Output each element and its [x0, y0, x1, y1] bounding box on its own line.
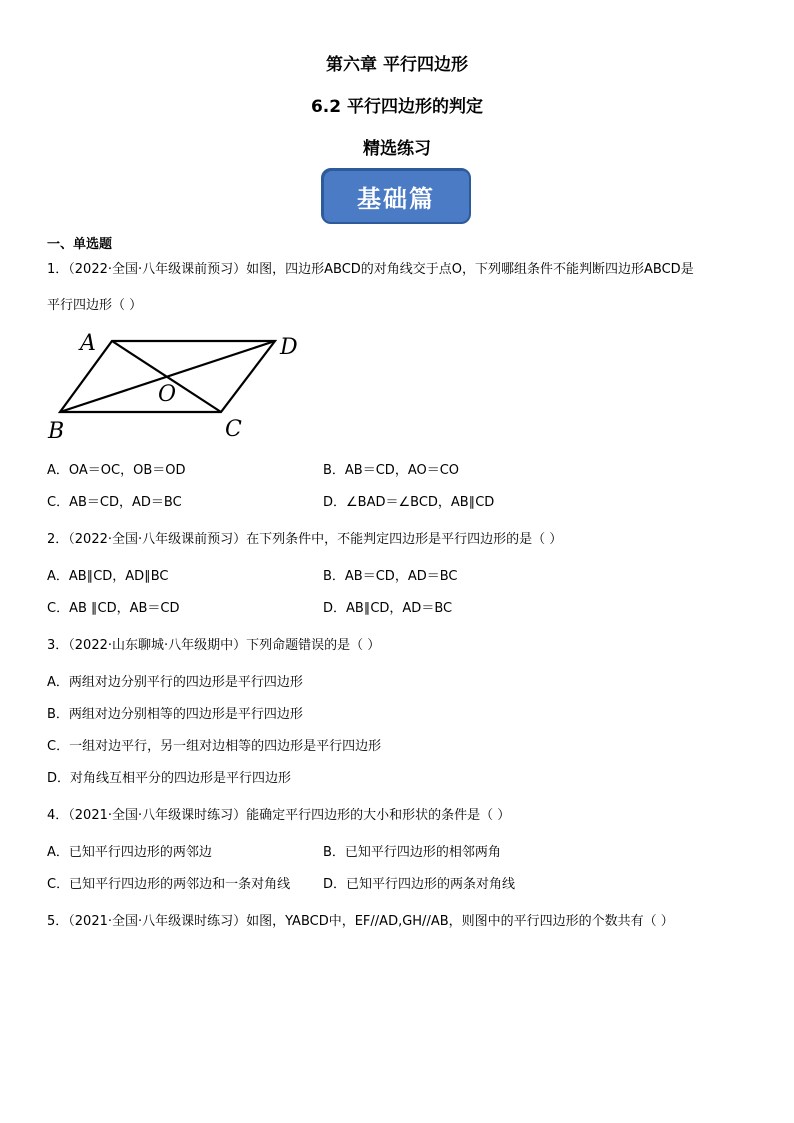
- q3-stem: 3．（2022·山东聊城·八年级期中）下列命题错误的是（ ）: [47, 638, 381, 653]
- label-a: A: [80, 331, 96, 356]
- q4-stem: 4．（2021·全国·八年级课时练习）能确定平行四边形的大小和形状的条件是（ ）: [47, 808, 511, 823]
- q1-option-d[interactable]: D．∠BAD＝∠BCD，AB∥CD: [323, 495, 495, 510]
- q4-option-c[interactable]: C．已知平行四边形的两邻边和一条对角线: [47, 877, 291, 892]
- q2-stem: 2．（2022·全国·八年级课前预习）在下列条件中，不能判定四边形是平行四边形的是（ ）: [47, 532, 563, 547]
- q1-option-c[interactable]: C．AB＝CD，AD＝BC: [47, 495, 182, 510]
- q2-option-b[interactable]: B．AB＝CD，AD＝BC: [323, 569, 458, 584]
- q3-option-b[interactable]: B．两组对边分别相等的四边形是平行四边形: [47, 707, 303, 722]
- q5-stem: 5．（2021·全国·八年级课时练习）如图，YABCD中，EF//AD,GH//AB，则图中的平行四边形的个数共有（ ）: [47, 914, 674, 929]
- chapter-title: 第六章 平行四边形: [326, 55, 468, 75]
- q1-stem-line1: 1．（2022·全国·八年级课前预习）如图，四边形ABCD的对角线交于点O，下列哪组条件不能判断四边形ABCD是: [47, 262, 694, 277]
- q4-option-a[interactable]: A．已知平行四边形的两邻边: [47, 845, 212, 860]
- q2-option-a[interactable]: A．AB∥CD，AD∥BC: [47, 569, 169, 584]
- q2-option-c[interactable]: C．AB ∥CD，AB＝CD: [47, 601, 180, 616]
- q1-stem-line2: 平行四边形（ ）: [47, 298, 143, 313]
- q3-option-c[interactable]: C．一组对边平行，另一组对边相等的四边形是平行四边形: [47, 739, 382, 754]
- label-c: C: [225, 417, 242, 442]
- level-badge: 基础篇: [321, 168, 471, 224]
- section-title: 6.2 平行四边形的判定: [310, 97, 484, 117]
- label-b: B: [48, 419, 65, 444]
- q3-option-a[interactable]: A．两组对边分别平行的四边形是平行四边形: [47, 675, 303, 690]
- q1-option-b[interactable]: B．AB＝CD，AO＝CO: [323, 463, 460, 478]
- q1-option-a[interactable]: A．OA＝OC，OB＝OD: [47, 463, 186, 478]
- label-d: D: [280, 335, 298, 360]
- q4-option-d[interactable]: D．已知平行四边形的两条对角线: [323, 877, 516, 892]
- label-o: O: [158, 382, 177, 407]
- part-title: 一、单选题: [47, 237, 113, 252]
- q2-option-d[interactable]: D．AB∥CD，AD＝BC: [323, 601, 453, 616]
- subtitle: 精选练习: [363, 139, 431, 159]
- q3-option-d[interactable]: D．对角线互相平分的四边形是平行四边形: [47, 771, 292, 786]
- q1-parallelogram-figure: [40, 328, 320, 446]
- q4-option-b[interactable]: B．已知平行四边形的相邻两角: [323, 845, 501, 860]
